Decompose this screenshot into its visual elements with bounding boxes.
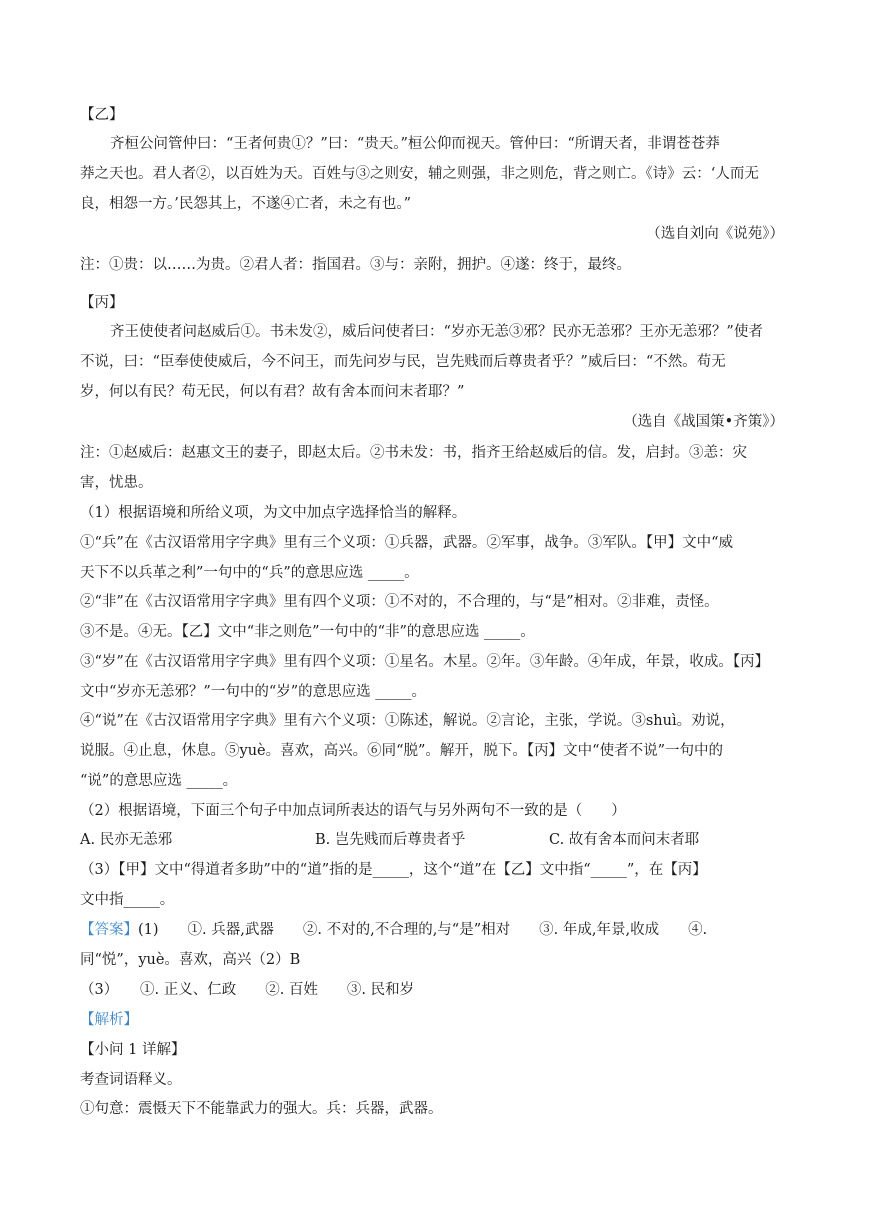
- bing-note: 注：①赵威后：赵惠文王的妻子，即赵太后。②书未发：书，指齐王给赵威后的信。发，启封。③恙：灾: [80, 445, 747, 461]
- question-1-line: 天下不以兵革之利”一句中的“兵”的意思应选 _____。: [80, 565, 419, 581]
- yi-note: 注：①贵：以……为贵。②君人者：指国君。③与：亲附，拥护。④遂：终于，最终。: [80, 257, 631, 273]
- yi-paragraph-line: 齐桓公问管仲曰：“王者何贵①？”曰：“贵天。”桓公仰而视天。管仲曰：“所谓天者，非谓苍苍莽: [110, 136, 720, 152]
- bing-paragraph-line: 不说，曰：“臣奉使使威后，今不问王，而先问岁与民，岂先贱而后尊贵者乎？”威后曰：“不然。苟无: [80, 354, 726, 370]
- yi-paragraph-line: 莽之天也。君人者②，以百姓为天。百姓与③之则安，辅之则强，非之则危，背之则亡。《诗》云：‘人而无: [80, 166, 759, 182]
- answer-text: (1) ①. 兵器,武器 ②. 不对的,不合理的,与“是”相对 ③. 年成,年景,收成 ④.: [138, 922, 708, 938]
- question-3-line: 文中指_____。: [80, 892, 175, 908]
- analysis-line: ①句意：震慑天下不能靠武力的强大。兵：兵器，武器。: [80, 1101, 443, 1117]
- analysis-line: 考查词语释义。: [80, 1072, 182, 1088]
- question-1-intro: （1）根据语境和所给义项，为文中加点字选择恰当的解释。: [80, 505, 467, 521]
- option-c: C. 故有舍本而问末者耶: [549, 832, 700, 848]
- bing-paragraph-line: 齐王使使者问赵威后①。书未发②，威后问使者曰：“岁亦无恙③邪？民亦无恙邪？王亦无恙邪？”使者: [110, 324, 763, 340]
- section-heading-bing: 【丙】: [80, 295, 124, 311]
- question-1-line: “说”的意思应选 _____。: [80, 773, 238, 789]
- answer-line: [80, 920, 790, 940]
- analysis-subheading: 【小问 1 详解】: [80, 1042, 186, 1058]
- question-1-line: ③“岁”在《古汉语常用字字典》里有四个义项：①星名。木星。②年。③年龄。④年成，年景，收成。【丙】: [80, 654, 770, 670]
- question-3-line: （3）【甲】文中“得道者多助”中的“道”指的是_____，这个“道”在【乙】文中指“_____”，在【丙】: [80, 862, 707, 878]
- question-1-line: ③不是。④无。【乙】文中“非之则危”一句中的“非”的意思应选 _____。: [80, 624, 535, 640]
- answer-line: 同“悦”，yuè。喜欢，高兴（2）B: [80, 952, 301, 968]
- answer-line: （3） ①. 正义、仁政 ②. 百姓 ③. 民和岁: [80, 982, 415, 998]
- question-1-line: ②“非”在《古汉语常用字字典》里有四个义项：①不对的，不合理的，与“是”相对。②非难，责怪。: [80, 594, 719, 610]
- question-1-line: 说服。④止息，休息。⑤yuè。喜欢，高兴。⑥同“脱”。解开，脱下。【丙】文中“使者不说”一句中的: [80, 743, 724, 759]
- question-1-line: ①“兵”在《古汉语常用字字典》里有三个义项：①兵器，武器。②军事，战争。③军队。【甲】文中“威: [80, 535, 733, 551]
- question-1-line: ④“说”在《古汉语常用字字典》里有六个义项：①陈述，解说。②言论，主张，学说。③shuì。劝说，: [80, 713, 735, 729]
- yi-source: （选自刘向《说苑》）: [646, 226, 784, 242]
- analysis-tag: 【解析】: [80, 1012, 138, 1028]
- option-a: A. 民亦无恙邪: [80, 832, 173, 848]
- yi-paragraph-line: 良，相怨一方。’民怨其上，不遂④亡者，未之有也。”: [80, 196, 412, 212]
- option-b: B. 岂先贱而后尊贵者乎: [315, 832, 466, 848]
- question-1-line: 文中“岁亦无恙邪？”一句中的“岁”的意思应选 _____。: [80, 684, 427, 700]
- bing-paragraph-line: 岁，何以有民？苟无民，何以有君？故有舍本而问末者耶？”: [80, 384, 465, 400]
- section-heading-yi: 【乙】: [80, 107, 124, 123]
- answer-tag: 【答案】: [80, 922, 138, 938]
- question-2-intro: （2）根据语境，下面三个句子中加点词所表达的语气与另外两句不一致的是（ ）: [80, 803, 626, 819]
- bing-note: 害，忧患。: [80, 475, 153, 491]
- bing-source: （选自《战国策•齐策》）: [623, 414, 784, 430]
